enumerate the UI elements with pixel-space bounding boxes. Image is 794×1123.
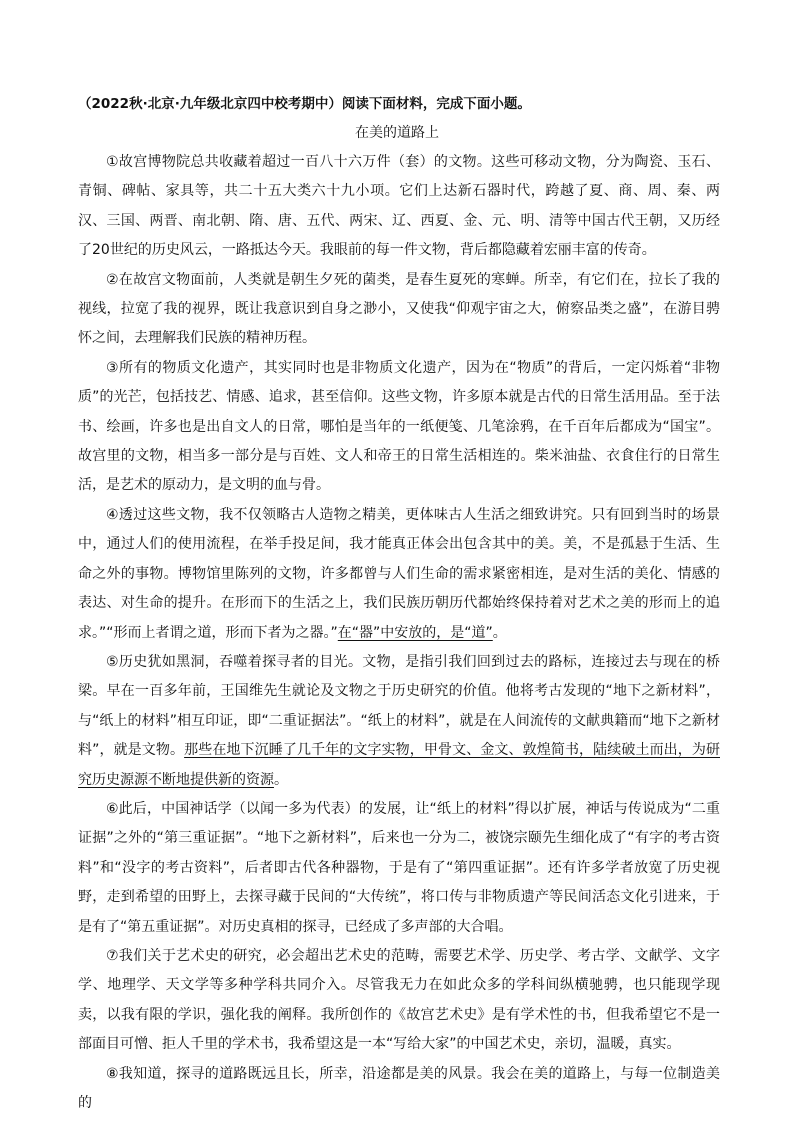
underlined-sentence: 在“器”中安放的，是“道” bbox=[337, 624, 493, 641]
paragraph-8: ⑧我知道，探寻的道路既远且长，所幸，沿途都是美的风景。我会在美的道路上，与每一位制造美的 bbox=[78, 1065, 720, 1111]
paragraph-5: ⑤历史犹如黑洞，吞噬着探寻者的目光。文物，是指引我们回到过去的路标，连接过去与现在的桥梁。早在一百多年前，王国维先生就论及文物之于历史研究的价值。他将考古发现的“地下之新材料”，与“纸上的材料”相互印证，即“二重证据法”。“纸上的材料”，就是在人间流传的文献典籍而“地下之新材料”，就是文物。那些在地下沉睡了几千年的文字实物，甲骨文、金文、敦煌简书，陆续破土而出，为研究历史源源不断地提供新的资源。 bbox=[78, 653, 720, 788]
paragraph-2: ②在故宫文物面前，人类就是朝生夕死的菌类，是春生夏死的寒蝉。所幸，有它们在，拉长了我的视线，拉宽了我的视界，既让我意识到自身之渺小，又使我“仰观宇宙之大，俯察品类之盛”，在游目骋怀之间，去理解我们民族的精神历程。 bbox=[78, 271, 720, 347]
paragraph-7: ⑦我们关于艺术史的研究，必会超出艺术史的范畴，需要艺术学、历史学、考古学、文献学、文字学、地理学、天文学等多种学科共同介入。尽管我无力在如此众多的学科间纵横驰骋，也只能现学现卖，以我有限的学识，强化我的阐释。我所创作的《故宫艺术史》是有学术性的书，但我希望它不是一部面目可憎、拒人千里的学术书，我希望这是一本“写给大家”的中国艺术史，亲切，温暖，真实。 bbox=[78, 947, 720, 1053]
paragraph-4: ④透过这些文物，我不仅领略古人造物之精美，更体味古人生活之细致讲究。只有回到当时的场景中，通过人们的使用流程，在举手投足间，我才能真正体会出包含其中的美。美，不是孤悬于生活、生命之外的事物。博物馆里陈列的文物，许多都曾与人们生命的需求紧密相连，是对生活的美化、情感的表达、对生命的提升。在形而下的生活之上，我们民族历朝历代都始终保持着对艺术之美的形而上的追求。”“形而上者谓之道，形而下者为之器。”在“器”中安放的，是“道”。 bbox=[78, 506, 720, 641]
paragraph-1: ①故宫博物院总共收藏着超过一百八十六万件（套）的文物。这些可移动文物，分为陶瓷、玉石、青铜、碑帖、家具等，共二十五大类六十九小项。它们上达新石器时代，跨越了夏、商、周、秦、两汉、三国、两晋、南北朝、隋、唐、五代、两宋、辽、西夏、金、元、明、清等中国古代王朝，又历经了20世纪的历史风云，一路抵达今天。我眼前的每一件文物，背后都隐藏着宏丽丰富的传奇。 bbox=[78, 154, 720, 259]
paragraph-3: ③所有的物质文化遗产，其实同时也是非物质文化遗产，因为在“物质”的背后，一定闪烁着“非物质”的光芒，包括技艺、情感、追求，甚至信仰。这些文物，许多原本就是古代的日常生活用品。至于法书、绘画，许多也是出自文人的日常，哪怕是当年的一纸便笺、几笔涂鸦，在千百年后都成为“国宝”。故宫里的文物，相当多一部分是与百姓、文人和帝王的日常生活相连的。柴米油盐、衣食住行的日常生活，是艺术的原动力，是文明的血与骨。 bbox=[78, 359, 720, 494]
question-header: （2022秋·北京·九年级北京四中校考期中）阅读下面材料，完成下面小题。 bbox=[78, 96, 531, 112]
underlined-sentence: 那些在地下沉睡了几千年的文字实物，甲骨文、金文、敦煌简书，陆续破土而出，为研究历史源源不断地提供新的资源 bbox=[78, 742, 720, 788]
paragraph-6: ⑥此后，中国神话学（以闻一多为代表）的发展，让“纸上的材料”得以扩展，神话与传说成为“二重证据”之外的“第三重证据”。“地下之新材料”，后来也一分为二，被饶宗颐先生细化成了“有字的考古资料”和“没字的考古资料”，后者即古代各种器物，于是有了“第四重证据”。还有许多学者放宽了历史视野，走到希望的田野上，去探寻藏于民间的“大传统”，将口传与非物质遗产等民间活态文化引进来，于是有了“第五重证据”。对历史真相的探寻，已经成了多声部的大合唱。 bbox=[78, 800, 720, 935]
article-body bbox=[78, 148, 720, 1118]
article-title: 在美的道路上 bbox=[355, 125, 439, 141]
